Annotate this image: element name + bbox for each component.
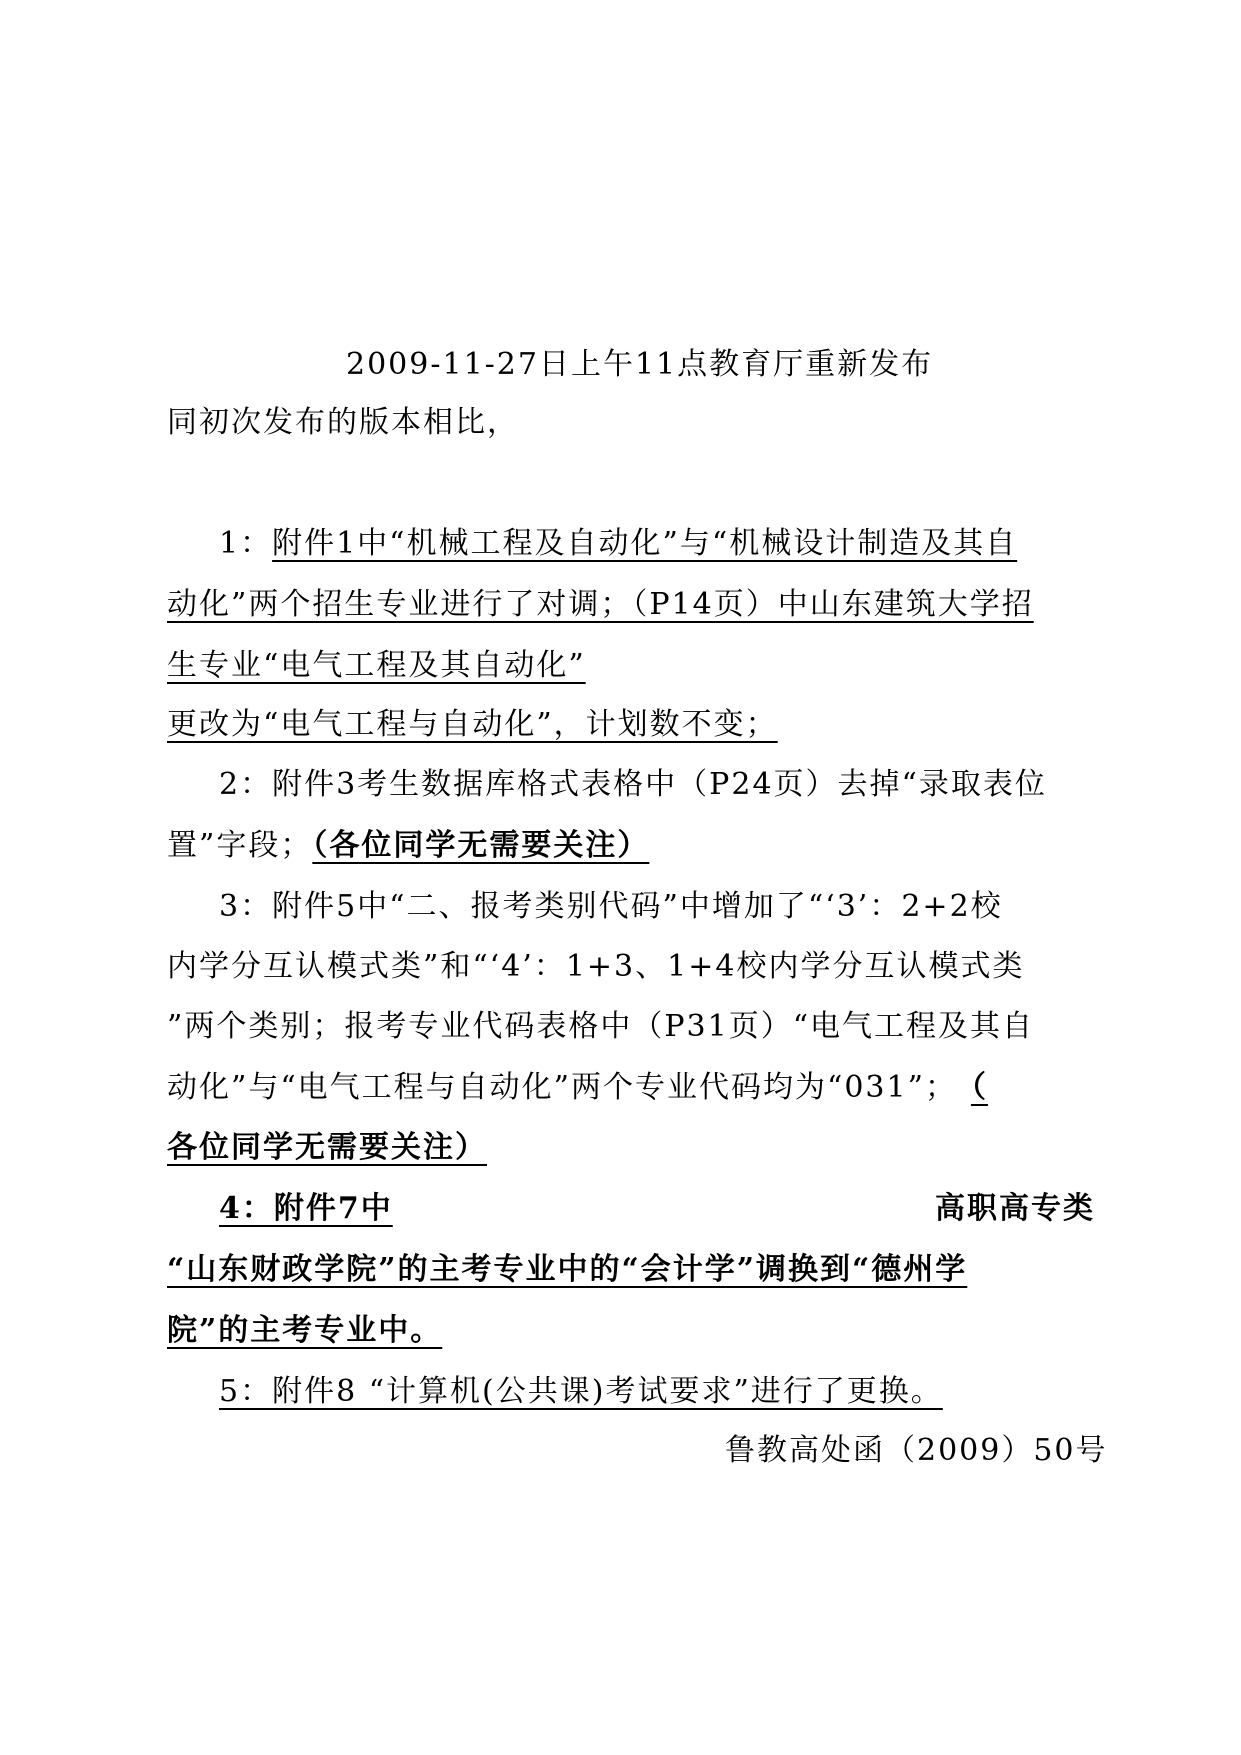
item4-line2: “山东财政学院”的主考专业中的“会计学”调换到“德州学 bbox=[167, 1252, 968, 1287]
item2-line2 bbox=[167, 826, 649, 866]
intro-text: 同初次发布的版本相比， bbox=[167, 405, 519, 440]
item3-line4-text: 动化”与“电气工程与自动化”两个专业代码均为“031”； bbox=[167, 1070, 957, 1105]
item3-line2: 内学分互认模式类”和“‘4’：1+3、1+4校内学分互认模式类 bbox=[167, 949, 1025, 984]
item1-line4: 更改为“电气工程与自动化”，计划数不变； bbox=[167, 707, 778, 742]
document-reference-number: 鲁教高处函（2009）50号 bbox=[725, 1433, 1108, 1468]
item1-line1 bbox=[219, 524, 1017, 564]
item3-note-open: （ bbox=[970, 1070, 988, 1105]
item4-line1-text: 4：附件7中 bbox=[219, 1191, 393, 1226]
item1-number: 1： bbox=[219, 526, 273, 561]
item2-note: （各位同学无需要关注） bbox=[312, 828, 650, 863]
item4-line1 bbox=[219, 1189, 1095, 1229]
item3-line1: 3：附件5中“二、报考类别代码”中增加了“‘3’：2+2校 bbox=[219, 889, 1003, 924]
item4-line3: 院”的主考专业中。 bbox=[167, 1313, 443, 1348]
item3-line4 bbox=[167, 1068, 988, 1108]
item1-line3: 生专业“电气工程及其自动化” bbox=[167, 648, 586, 683]
item4-line1-right: 高职高专类 bbox=[935, 1191, 1095, 1226]
item5-line1: 5：附件8 “计算机(公共课)考试要求”进行了更换。 bbox=[219, 1374, 943, 1409]
item2-line1: 2：附件3考生数据库格式表格中（P24页）去掉“录取表位 bbox=[219, 767, 1047, 802]
item1-line2: 动化”两个招生专业进行了对调；（P14页）中山东建筑大学招 bbox=[167, 587, 1034, 622]
item1-line1-text: 附件1中“机械工程及自动化”与“机械设计制造及其自 bbox=[272, 526, 1018, 561]
document-title: 2009-11-27日上午11点教育厅重新发布 bbox=[346, 347, 934, 382]
item3-note: 各位同学无需要关注） bbox=[167, 1130, 487, 1165]
item2-line2-text: 置”字段； bbox=[167, 828, 313, 863]
item3-line3: ”两个类别；报考专业代码表格中（P31页）“电气工程及其自 bbox=[167, 1009, 1035, 1044]
